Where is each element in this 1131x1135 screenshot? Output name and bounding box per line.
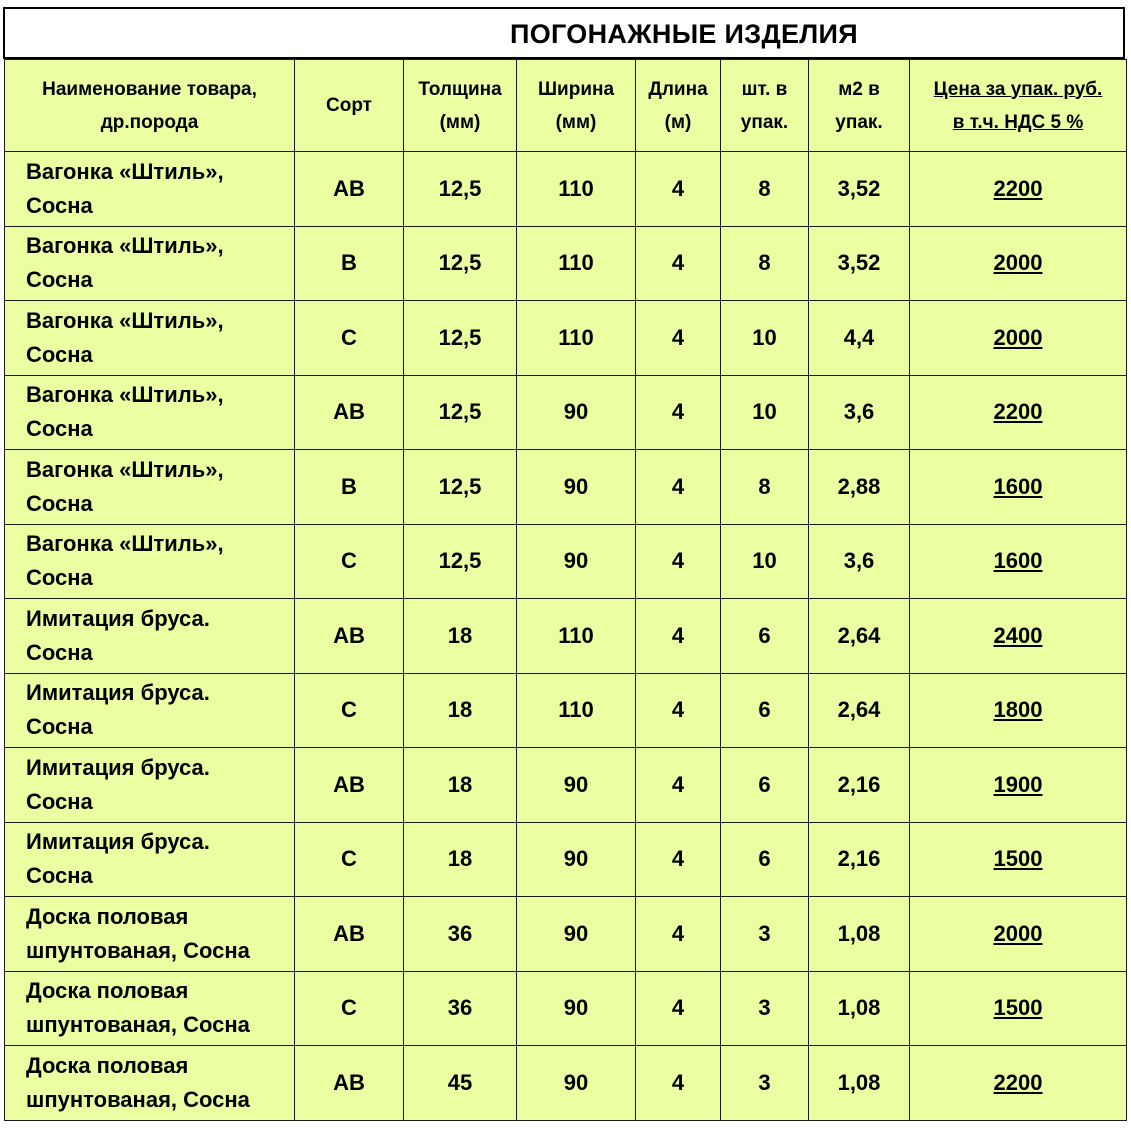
length-cell: 4 (636, 673, 721, 748)
price-value: 1500 (993, 846, 1043, 872)
col-header-width-line2: (мм) (555, 111, 597, 133)
width-cell: 110 (517, 673, 636, 748)
m2-cell: 2,16 (809, 822, 910, 897)
table-row (5, 152, 1127, 227)
length-cell: 4 (636, 524, 721, 599)
product-name-line2: Сосна (26, 490, 93, 516)
grade-cell: В (295, 226, 404, 301)
price-value: 2000 (993, 324, 1043, 350)
thickness-cell: 36 (404, 971, 517, 1046)
product-name-line1: Вагонка «Штиль», (26, 456, 224, 482)
price-cell (910, 599, 1127, 674)
m2-cell: 1,08 (809, 897, 910, 972)
m2-cell: 2,16 (809, 748, 910, 823)
product-name-cell (5, 301, 295, 376)
width-cell: 90 (517, 1046, 636, 1121)
m2-cell: 3,52 (809, 226, 910, 301)
product-name-cell (5, 450, 295, 525)
thickness-cell: 18 (404, 822, 517, 897)
col-header-thickness-line2: (мм) (439, 111, 481, 133)
product-name-cell (5, 822, 295, 897)
table-row (5, 450, 1127, 525)
col-header-m2 (809, 60, 910, 152)
length-cell: 4 (636, 748, 721, 823)
header-row (5, 60, 1127, 152)
title-bar (3, 7, 1125, 59)
price-cell (910, 748, 1127, 823)
product-name-line1: Доска половая (26, 978, 189, 1004)
col-header-pcs-line2: упак. (740, 111, 789, 133)
price-value: 2000 (993, 250, 1043, 276)
col-header-pcs (721, 60, 809, 152)
pcs-cell: 8 (721, 152, 809, 227)
length-cell: 4 (636, 599, 721, 674)
thickness-cell: 18 (404, 599, 517, 674)
product-name-line2: Сосна (26, 416, 93, 442)
m2-cell: 1,08 (809, 971, 910, 1046)
price-cell (910, 301, 1127, 376)
product-name-line2: Сосна (26, 788, 93, 814)
product-name-line2: Сосна (26, 341, 93, 367)
width-cell: 90 (517, 748, 636, 823)
product-name-line1: Имитация бруса. (26, 829, 210, 855)
thickness-cell: 12,5 (404, 450, 517, 525)
pcs-cell: 6 (721, 599, 809, 674)
product-name-cell (5, 748, 295, 823)
product-name-line1: Доска половая (26, 1052, 189, 1078)
grade-cell: С (295, 673, 404, 748)
thickness-cell: 12,5 (404, 524, 517, 599)
col-header-price-line1: Цена за упак. руб. (933, 78, 1103, 100)
col-header-length-line2: (м) (664, 111, 692, 133)
grade-cell: С (295, 822, 404, 897)
width-cell: 110 (517, 226, 636, 301)
width-cell: 110 (517, 301, 636, 376)
price-cell (910, 524, 1127, 599)
product-name-line1: Вагонка «Штиль», (26, 233, 224, 259)
price-value: 2400 (993, 622, 1043, 648)
product-name-line1: Имитация бруса. (26, 680, 210, 706)
product-name-line2: Сосна (26, 714, 93, 740)
col-header-name-line2: др.порода (100, 111, 199, 133)
grade-cell: С (295, 524, 404, 599)
price-value: 1500 (993, 995, 1043, 1021)
col-header-pcs-line1: шт. в (741, 78, 788, 100)
col-header-grade-label: Сорт (326, 95, 372, 116)
col-header-grade (295, 60, 404, 152)
thickness-cell: 12,5 (404, 226, 517, 301)
product-name-line1: Вагонка «Штиль», (26, 382, 224, 408)
price-value: 1800 (993, 697, 1043, 723)
price-cell (910, 152, 1127, 227)
width-cell: 90 (517, 897, 636, 972)
product-name-line2: Сосна (26, 565, 93, 591)
pcs-cell: 3 (721, 1046, 809, 1121)
grade-cell: АВ (295, 599, 404, 674)
length-cell: 4 (636, 226, 721, 301)
product-name-line1: Вагонка «Штиль», (26, 307, 224, 333)
pcs-cell: 6 (721, 822, 809, 897)
table-row (5, 1046, 1127, 1121)
m2-cell: 3,52 (809, 152, 910, 227)
thickness-cell: 18 (404, 748, 517, 823)
length-cell: 4 (636, 971, 721, 1046)
width-cell: 90 (517, 450, 636, 525)
thickness-cell: 12,5 (404, 152, 517, 227)
product-name-line2: Сосна (26, 863, 93, 889)
pcs-cell: 8 (721, 450, 809, 525)
price-cell (910, 897, 1127, 972)
length-cell: 4 (636, 450, 721, 525)
width-cell: 90 (517, 524, 636, 599)
pcs-cell: 8 (721, 226, 809, 301)
price-value: 2200 (993, 175, 1043, 201)
grade-cell: С (295, 971, 404, 1046)
pcs-cell: 10 (721, 301, 809, 376)
width-cell: 110 (517, 152, 636, 227)
price-table (4, 59, 1127, 1121)
price-cell (910, 1046, 1127, 1121)
pcs-cell: 10 (721, 375, 809, 450)
price-value: 1600 (993, 548, 1043, 574)
grade-cell: АВ (295, 152, 404, 227)
col-header-m2-line2: упак. (835, 111, 883, 133)
product-name-cell (5, 152, 295, 227)
price-cell (910, 971, 1127, 1046)
m2-cell: 3,6 (809, 524, 910, 599)
product-name-cell (5, 599, 295, 674)
table-row (5, 897, 1127, 972)
width-cell: 90 (517, 375, 636, 450)
product-name-cell (5, 226, 295, 301)
product-name-line1: Доска половая (26, 903, 189, 929)
col-header-thickness-line1: Толщина (418, 78, 502, 100)
m2-cell: 2,64 (809, 673, 910, 748)
price-cell (910, 375, 1127, 450)
m2-cell: 2,88 (809, 450, 910, 525)
length-cell: 4 (636, 897, 721, 972)
table-row (5, 599, 1127, 674)
price-cell (910, 450, 1127, 525)
pcs-cell: 6 (721, 748, 809, 823)
col-header-width-line1: Ширина (537, 78, 615, 100)
grade-cell: АВ (295, 897, 404, 972)
product-name-line1: Вагонка «Штиль», (26, 531, 224, 557)
price-value: 2200 (993, 1069, 1043, 1095)
length-cell: 4 (636, 152, 721, 227)
table-row (5, 748, 1127, 823)
length-cell: 4 (636, 375, 721, 450)
grade-cell: АВ (295, 748, 404, 823)
col-header-price-line2: в т.ч. НДС 5 % (952, 111, 1084, 133)
pcs-cell: 6 (721, 673, 809, 748)
col-header-thickness (404, 60, 517, 152)
thickness-cell: 12,5 (404, 301, 517, 376)
table-row (5, 375, 1127, 450)
col-header-name-line1: Наименование товара, (42, 78, 257, 100)
width-cell: 90 (517, 971, 636, 1046)
price-value: 2200 (993, 399, 1043, 425)
col-header-width (517, 60, 636, 152)
price-cell (910, 673, 1127, 748)
product-name-line1: Вагонка «Штиль», (26, 158, 224, 184)
table-row (5, 226, 1127, 301)
width-cell: 110 (517, 599, 636, 674)
pcs-cell: 3 (721, 897, 809, 972)
product-name-cell (5, 673, 295, 748)
product-name-line2: шпунтованая, Сосна (26, 1012, 250, 1038)
grade-cell: АВ (295, 375, 404, 450)
product-name-cell (5, 524, 295, 599)
col-header-name (5, 60, 295, 152)
price-value: 1600 (993, 473, 1043, 499)
product-name-line2: Сосна (26, 267, 93, 293)
col-header-price (910, 60, 1127, 152)
product-name-line1: Имитация бруса. (26, 605, 210, 631)
product-name-line2: Сосна (26, 192, 93, 218)
product-name-line2: шпунтованая, Сосна (26, 937, 250, 963)
pcs-cell: 3 (721, 971, 809, 1046)
price-value: 1900 (993, 771, 1043, 797)
col-header-m2-line1: м2 в (838, 78, 880, 100)
thickness-cell: 18 (404, 673, 517, 748)
price-value: 2000 (993, 920, 1043, 946)
table-row (5, 301, 1127, 376)
product-name-cell (5, 375, 295, 450)
table-row (5, 971, 1127, 1046)
grade-cell: В (295, 450, 404, 525)
m2-cell: 4,4 (809, 301, 910, 376)
thickness-cell: 45 (404, 1046, 517, 1121)
m2-cell: 3,6 (809, 375, 910, 450)
price-cell (910, 822, 1127, 897)
price-cell (910, 226, 1127, 301)
length-cell: 4 (636, 301, 721, 376)
grade-cell: С (295, 301, 404, 376)
page-title: ПОГОНАЖНЫЕ ИЗДЕЛИЯ (510, 19, 858, 49)
length-cell: 4 (636, 822, 721, 897)
pcs-cell: 10 (721, 524, 809, 599)
table-row (5, 822, 1127, 897)
width-cell: 90 (517, 822, 636, 897)
m2-cell: 1,08 (809, 1046, 910, 1121)
product-name-line1: Имитация бруса. (26, 754, 210, 780)
table-row (5, 524, 1127, 599)
table-row (5, 673, 1127, 748)
grade-cell: АВ (295, 1046, 404, 1121)
product-name-cell (5, 897, 295, 972)
col-header-length (636, 60, 721, 152)
col-header-length-line1: Длина (648, 78, 708, 100)
m2-cell: 2,64 (809, 599, 910, 674)
product-name-line2: Сосна (26, 639, 93, 665)
product-name-line2: шпунтованая, Сосна (26, 1086, 250, 1112)
length-cell: 4 (636, 1046, 721, 1121)
thickness-cell: 36 (404, 897, 517, 972)
product-name-cell (5, 1046, 295, 1121)
product-name-cell (5, 971, 295, 1046)
thickness-cell: 12,5 (404, 375, 517, 450)
